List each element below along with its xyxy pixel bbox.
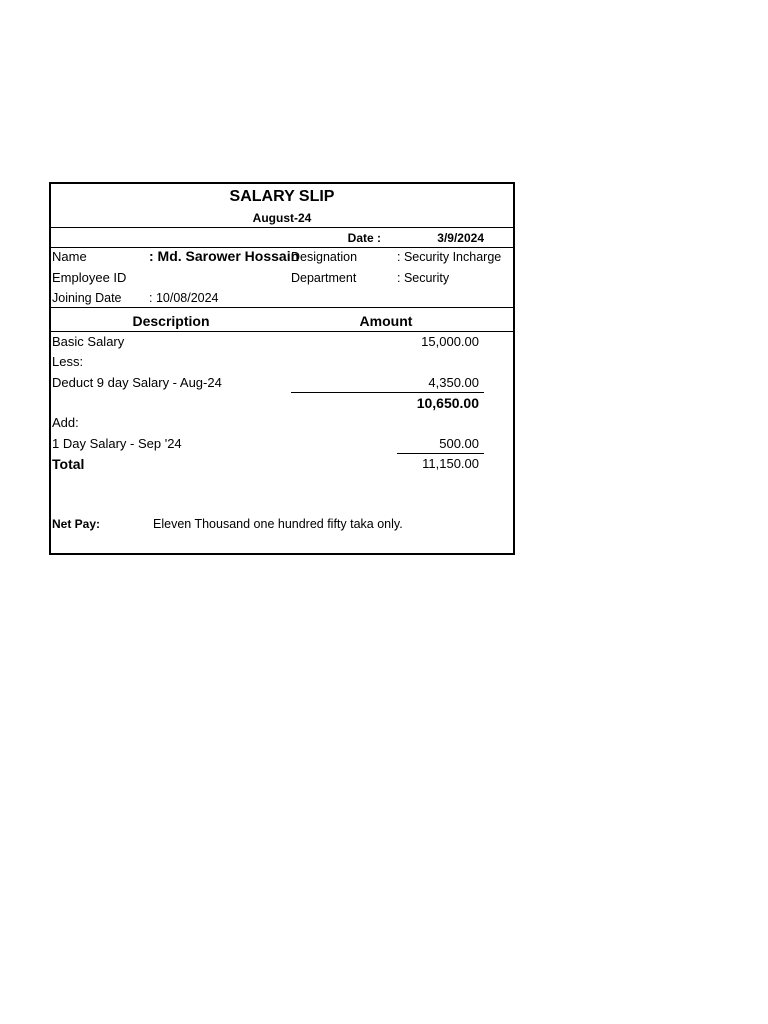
joining-date-label: Joining Date [52, 291, 122, 305]
name-label: Name [52, 249, 87, 264]
name-value: : Md. Sarower Hossain [149, 248, 300, 264]
slip-period: August-24 [252, 211, 312, 225]
deduct-label: Deduct 9 day Salary - Aug-24 [52, 375, 222, 390]
amount-header: Amount [359, 313, 413, 329]
divider [51, 331, 513, 332]
department-label: Department [291, 271, 357, 285]
add-label: Add: [52, 415, 79, 430]
employee-id-label: Employee ID [52, 270, 127, 285]
total-label: Total [52, 456, 85, 472]
designation-value: : Security Incharge [397, 250, 502, 264]
total-amount: 11,150.00 [422, 456, 479, 471]
add-item-label: 1 Day Salary - Sep '24 [52, 436, 182, 451]
add-item-amount: 500.00 [439, 436, 479, 451]
date-value: 3/9/2024 [437, 231, 484, 245]
department-value: : Security [397, 271, 450, 285]
net-pay-words: Eleven Thousand one hundred fifty taka only. [153, 517, 403, 531]
basic-salary-label: Basic Salary [52, 334, 125, 349]
divider [51, 227, 513, 228]
date-label: Date : [347, 231, 381, 245]
salary-slip [49, 182, 515, 555]
subtotal-amount: 10,650.00 [416, 395, 479, 411]
total-rule [397, 453, 484, 454]
net-pay-label: Net Pay: [52, 517, 101, 531]
joining-date-value: : 10/08/2024 [149, 291, 219, 305]
slip-title: SALARY SLIP [229, 188, 335, 205]
less-label: Less: [52, 354, 84, 369]
subtotal-rule [291, 392, 484, 393]
basic-salary-amount: 15,000.00 [421, 334, 479, 349]
designation-label: Designation [291, 250, 358, 264]
divider [51, 307, 513, 308]
description-header: Description [132, 313, 210, 329]
deduct-amount: 4,350.00 [428, 375, 479, 390]
